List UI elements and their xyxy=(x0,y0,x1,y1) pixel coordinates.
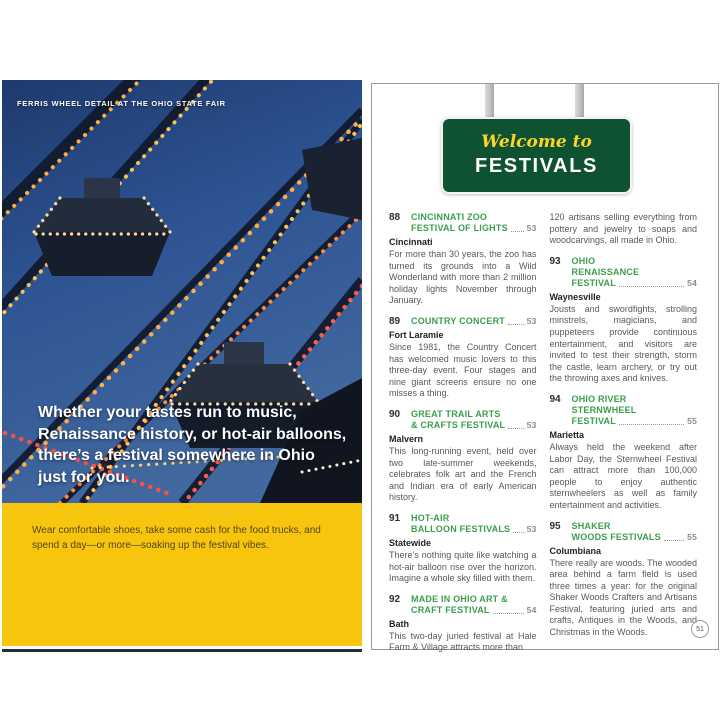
dot-leader xyxy=(513,532,523,533)
toc-title-text: STERNWHEEL xyxy=(571,404,637,415)
headline-line: there’s a festival somewhere in Ohio xyxy=(38,447,315,464)
toc-title-text: & CRAFTS FESTIVAL xyxy=(411,419,506,430)
toc-entry-title xyxy=(411,316,537,327)
toc-entry-number: 93 xyxy=(549,255,561,267)
toc-title-line xyxy=(411,420,537,431)
toc-entry-number: 94 xyxy=(549,393,561,405)
headline-line: just for you. xyxy=(38,468,130,486)
left-page xyxy=(2,80,362,652)
dot-leader xyxy=(493,613,524,614)
toc-entry-description: Jousts and swordfights, strolling minstrels, magicians, and puppeteers provide continuous entertainment, and visitors are invited to test their strength, storm the castle, learn archery, or try out the throwing axes and knives. xyxy=(549,303,697,384)
toc-column-left xyxy=(389,212,537,663)
dot-leader xyxy=(664,540,684,541)
toc-title-text: HOT-AIR xyxy=(411,512,450,523)
toc-title-text: GREAT TRAIL ARTS xyxy=(411,408,501,419)
toc-entry-number: 89 xyxy=(389,315,401,327)
toc-entry-number: 88 xyxy=(389,212,401,223)
toc-entry xyxy=(389,212,537,307)
toc-entry-description: There’s nothing quite like watching a hot-air balloon rise over the horizon. Imagine a whole sky filled with them. xyxy=(389,549,537,584)
festival-toc xyxy=(389,212,697,663)
headline-line: Whether your tastes run to music, xyxy=(38,404,297,421)
toc-entry-title xyxy=(572,394,698,427)
toc-title-line xyxy=(411,594,537,605)
toc-entry-description: For more than 30 years, the zoo has turned its grounds into a Wild Wonderland with more than 2 million holiday lights November through January. xyxy=(389,249,537,306)
toc-entry-description: 120 artisans selling everything from pottery and jewelry to soaps and woodcarvings, all made in Ohio. xyxy=(549,212,697,246)
toc-title-text: FESTIVAL xyxy=(571,277,616,288)
toc-title-text: CRAFT FESTIVAL xyxy=(411,604,490,615)
tip-text: Wear comfortable shoes, take some cash for the food trucks, and spend a day—or more—soaking up the festival vibes. xyxy=(32,525,321,551)
toc-entry xyxy=(550,394,698,512)
toc-title-line xyxy=(572,416,698,427)
toc-title-line xyxy=(411,212,537,223)
toc-entry-title xyxy=(572,521,698,543)
toc-title-text: MADE IN OHIO ART & xyxy=(411,593,508,604)
toc-entry-description: This long-running event, held over two late-summer weekends, celebrates folk art and the French and Indian era of early American history. xyxy=(389,445,537,503)
toc-title-text: FESTIVAL xyxy=(571,415,616,426)
toc-title-line xyxy=(411,605,537,616)
toc-entry-title xyxy=(411,212,537,234)
headline-line: Renaissance history, or hot-air balloons, xyxy=(38,425,347,443)
toc-entry xyxy=(389,316,537,400)
toc-page-ref: 54 xyxy=(526,604,537,615)
tip-box xyxy=(2,503,362,646)
welcome-sign-title: FESTIVALS xyxy=(475,155,598,177)
toc-entry xyxy=(389,594,537,654)
dot-leader xyxy=(508,324,524,325)
toc-title-line xyxy=(572,267,698,278)
dot-leader xyxy=(511,231,524,232)
toc-title-text: COUNTRY CONCERT xyxy=(411,315,506,326)
dot-leader xyxy=(619,424,684,425)
toc-title-text: FESTIVAL OF LIGHTS xyxy=(411,223,508,233)
right-page xyxy=(371,83,719,653)
toc-entry xyxy=(389,513,537,585)
festival-headline xyxy=(38,402,358,488)
toc-entry-heading xyxy=(389,594,537,616)
toc-title-line xyxy=(411,409,537,420)
toc-entry-city: Statewide xyxy=(389,537,432,548)
toc-title-text: OHIO xyxy=(571,255,596,266)
toc-title-text: BALLOON FESTIVALS xyxy=(411,523,511,534)
toc-page-ref: 54 xyxy=(687,277,697,288)
toc-title-line xyxy=(411,223,537,234)
dot-leader xyxy=(619,286,684,287)
toc-entry-description: Since 1981, the Country Concert has welcomed music lovers to this three-day event. Four stages and nine giant screens ensure no one misses a thing. xyxy=(389,341,537,399)
toc-title-line xyxy=(572,394,698,405)
toc-column-right xyxy=(550,212,698,663)
toc-title-line xyxy=(572,532,698,543)
toc-entry-heading xyxy=(389,212,537,234)
toc-title-line xyxy=(411,316,537,327)
toc-title-line xyxy=(572,256,698,267)
toc-entry-number: 95 xyxy=(549,520,561,532)
toc-title-text: CINCINNATI ZOO xyxy=(411,212,488,222)
toc-title-line xyxy=(572,278,698,289)
toc-entry-description: Always held the weekend after Labor Day, the Sternwheel Festival can attract more than 100,000 people to enjoy authentic sternwheelers as well as family entertainment and activities. xyxy=(549,441,697,510)
toc-entry-heading xyxy=(550,256,698,289)
toc-entry-city: Malvern xyxy=(389,433,424,444)
toc-title-line xyxy=(411,513,537,524)
toc-entry xyxy=(550,212,698,247)
toc-entry-city: Fort Laramie xyxy=(389,329,444,340)
dot-leader xyxy=(508,428,523,429)
toc-title-text: SHAKER xyxy=(571,520,611,531)
toc-page-ref: 53 xyxy=(526,223,537,233)
ferris-wheel-photo xyxy=(2,80,362,503)
toc-entry-description: There really are woods. The wooded area behind a farm field is used three times a year: for the original Shaker Woods Crafters and Artisans Festival, featuring juried arts and crafts, Antiques in the Woods, and Christmas in the Woods. xyxy=(549,557,697,638)
toc-entry-heading xyxy=(389,409,537,431)
toc-title-text: WOODS FESTIVALS xyxy=(571,531,661,542)
toc-page-ref: 55 xyxy=(687,531,697,542)
sign-post-left xyxy=(485,84,494,121)
toc-entry-title xyxy=(411,594,537,616)
toc-title-line xyxy=(572,521,698,532)
toc-page-ref: 55 xyxy=(687,415,697,426)
welcome-sign-script: Welcome to xyxy=(481,132,592,152)
toc-page-ref: 53 xyxy=(526,315,537,326)
toc-entry-heading xyxy=(389,513,537,535)
toc-entry-number: 92 xyxy=(389,593,401,605)
toc-title-line xyxy=(411,524,537,535)
toc-title-text: OHIO RIVER xyxy=(571,393,627,404)
toc-entry-city: Marietta xyxy=(549,429,585,440)
toc-entry-number: 90 xyxy=(389,408,401,420)
toc-entry-city: Columbiana xyxy=(549,545,602,556)
toc-page-ref: 53 xyxy=(526,523,537,534)
toc-entry-title xyxy=(572,256,698,289)
toc-entry-title xyxy=(411,513,537,535)
toc-entry xyxy=(550,256,698,385)
toc-entry-city: Waynesville xyxy=(549,291,601,302)
toc-entry-title xyxy=(411,409,537,431)
toc-title-line xyxy=(572,405,698,416)
sign-post-right xyxy=(575,84,584,121)
toc-entry-number: 91 xyxy=(389,512,401,524)
toc-entry-city: Bath xyxy=(389,618,409,629)
page-number-badge: 51 xyxy=(691,620,709,638)
toc-entry-city: Cincinnati xyxy=(389,237,433,247)
toc-entry-description: This two-day juried festival at Hale Farm & Village attracts more than xyxy=(389,630,537,653)
toc-entry-heading xyxy=(389,316,537,327)
toc-entry-heading xyxy=(550,521,698,543)
toc-page-ref: 53 xyxy=(526,419,537,430)
welcome-sign xyxy=(441,117,632,194)
toc-entry xyxy=(550,521,698,639)
photo-caption: FERRIS WHEEL DETAIL AT THE OHIO STATE FAIR xyxy=(17,99,226,108)
toc-entry xyxy=(389,409,537,504)
toc-entry-heading xyxy=(550,394,698,427)
toc-title-text: RENAISSANCE xyxy=(571,266,640,277)
